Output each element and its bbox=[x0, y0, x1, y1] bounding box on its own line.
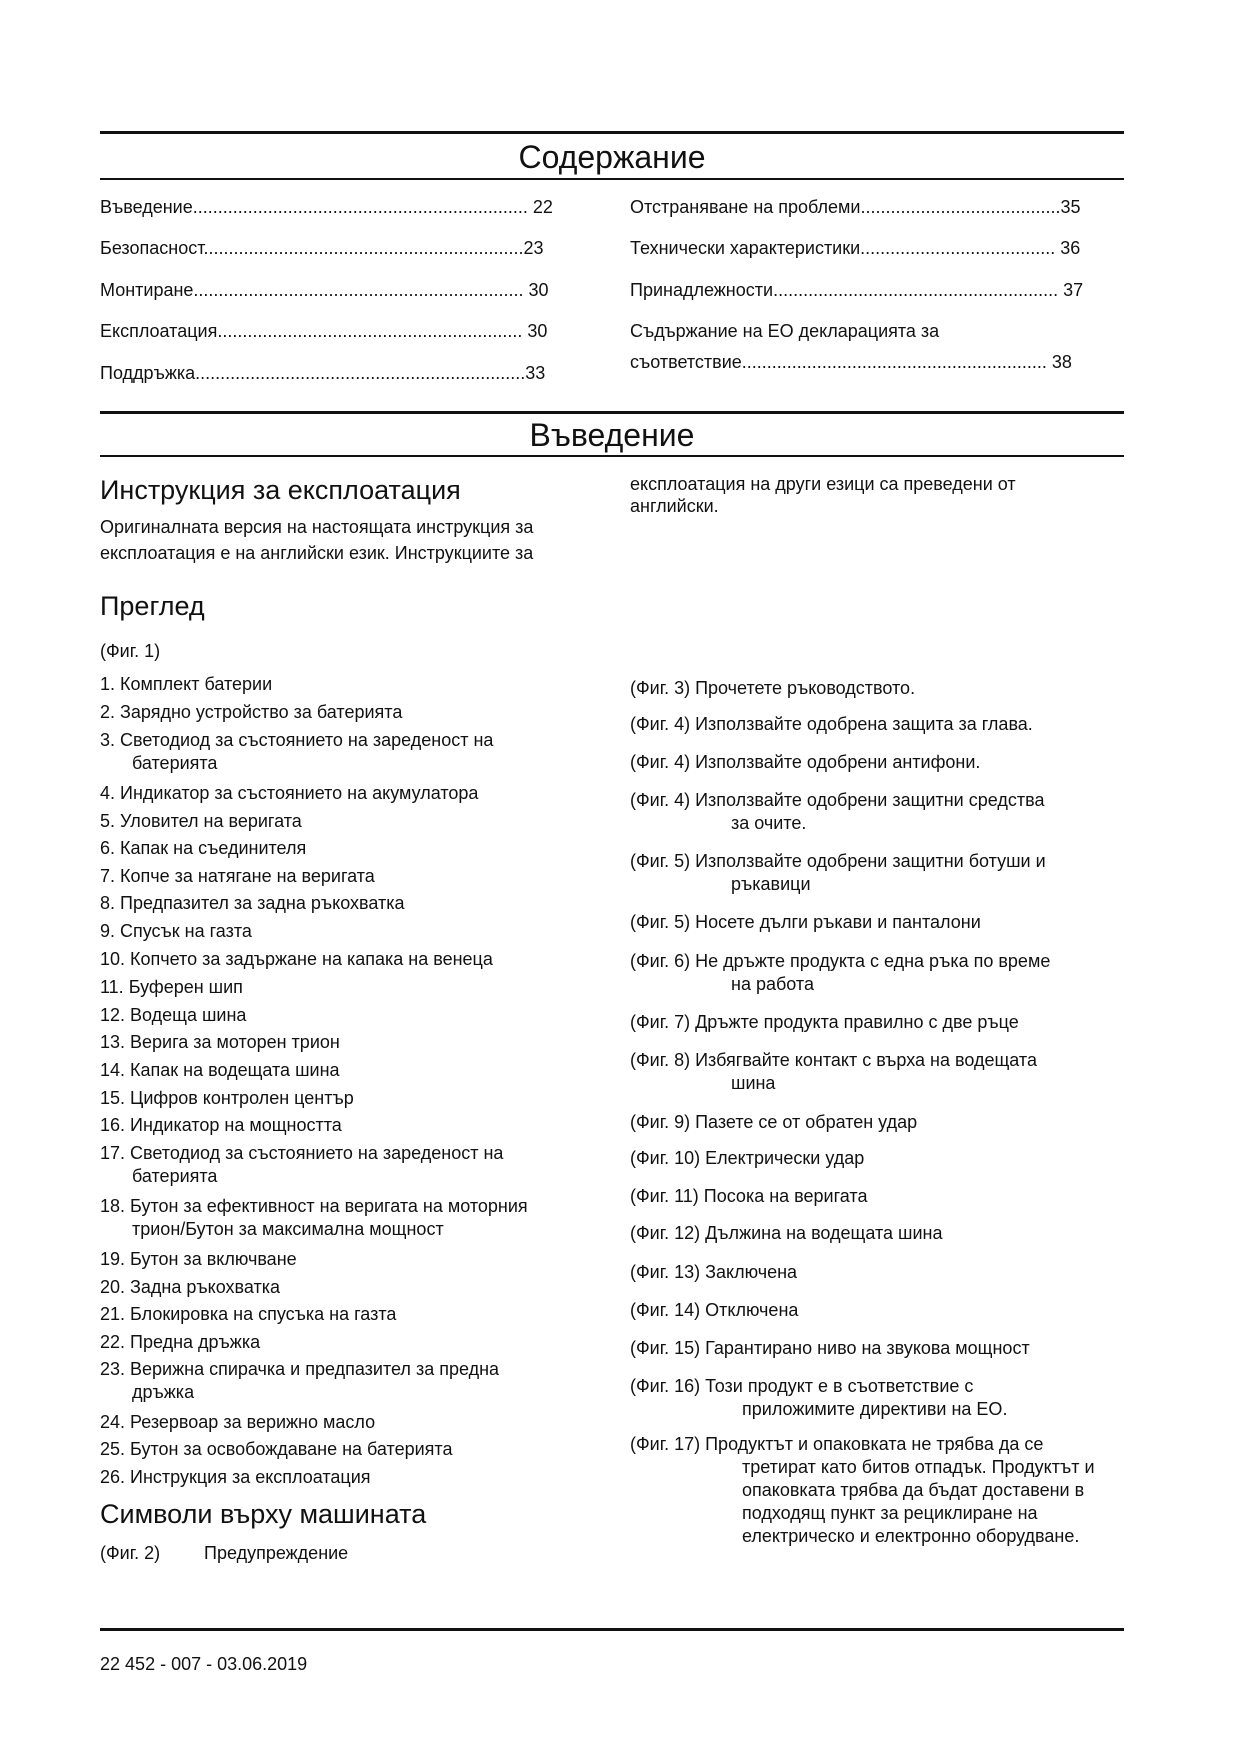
symbol-item-text: (Фиг. 4) Използвайте одобрена защита за глава. bbox=[630, 714, 1033, 734]
parts-list-item bbox=[100, 782, 620, 805]
parts-list-item bbox=[100, 1411, 620, 1434]
parts-list-item bbox=[100, 920, 620, 943]
page-number: 22 bbox=[100, 1654, 121, 1674]
symbol-item-text: (Фиг. 4) Използвайте одобрени антифони. bbox=[630, 752, 981, 772]
intro-bottom-rule bbox=[100, 455, 1124, 457]
parts-list-item bbox=[100, 1331, 620, 1354]
manual-text-line4: английски. bbox=[630, 496, 719, 516]
parts-item-continuation: дръжка bbox=[132, 1382, 195, 1402]
toc-leader-dots: ....................................... bbox=[860, 238, 1056, 258]
parts-list-item bbox=[100, 976, 620, 999]
symbol-list-item bbox=[630, 751, 1130, 774]
toc-leader-dots: ............................................................. bbox=[217, 321, 523, 341]
parts-list-item bbox=[100, 1031, 620, 1054]
parts-item-text: 4. Индикатор за състоянието на акумулатора bbox=[100, 783, 479, 803]
symbol-list-item bbox=[630, 1261, 1130, 1284]
symbol-list-item bbox=[630, 1433, 1130, 1548]
symbol-list-item bbox=[630, 1111, 1130, 1134]
parts-item-text: 11. Буферен шип bbox=[100, 977, 243, 997]
symbol-list-item bbox=[630, 1222, 1130, 1245]
parts-item-text: 21. Блокировка на спусъка на газта bbox=[100, 1304, 397, 1324]
parts-item-text: 26. Инструкция за експлоатация bbox=[100, 1467, 371, 1487]
toc-bottom-rule bbox=[100, 178, 1124, 180]
parts-list-item bbox=[100, 837, 620, 860]
symbol-item-continuation: подходящ пункт за рециклиране на bbox=[742, 1503, 1038, 1523]
symbol-item-continuation: третират като битов отпадък. Продуктът и bbox=[742, 1457, 1095, 1477]
toc-entry-maintenance[interactable] bbox=[100, 362, 545, 384]
toc-entry-declaration[interactable] bbox=[630, 320, 1072, 373]
toc-page-number: 30 bbox=[527, 321, 548, 341]
parts-item-text: 8. Предпазител за задна ръкохватка bbox=[100, 893, 405, 913]
toc-entry-label: Принадлежности bbox=[630, 280, 774, 300]
toc-entry-label: Експлоатация bbox=[100, 321, 218, 341]
symbol-item-text: (Фиг. 16) Този продукт е в съответствие с bbox=[630, 1376, 974, 1396]
footer-rule bbox=[100, 1628, 1124, 1631]
toc-entry-technical-data[interactable] bbox=[630, 237, 1080, 259]
symbol-fig2-text: Предупреждение bbox=[204, 1543, 349, 1563]
symbol-list-item bbox=[630, 1299, 1130, 1322]
parts-list-item bbox=[100, 810, 620, 833]
toc-leader-dots: .................................................................. bbox=[195, 363, 526, 383]
footer bbox=[100, 1654, 307, 1675]
parts-list-item bbox=[100, 1195, 620, 1241]
toc-page-number: 36 bbox=[1060, 238, 1081, 258]
symbols-heading: Символи върху машината bbox=[100, 1499, 427, 1529]
parts-list-item bbox=[100, 1142, 620, 1188]
parts-list-item bbox=[100, 1303, 620, 1326]
parts-item-text: 13. Верига за моторен трион bbox=[100, 1032, 340, 1052]
toc-leader-dots: ........................................ bbox=[860, 197, 1061, 217]
parts-list-item bbox=[100, 1004, 620, 1027]
parts-item-text: 17. Светодиод за състоянието на зареденост на bbox=[100, 1143, 504, 1163]
toc-entry-label: Безопасност bbox=[100, 238, 204, 258]
symbol-item-continuation: приложимите директиви на ЕО. bbox=[742, 1399, 1008, 1419]
symbol-list-item bbox=[630, 1375, 1130, 1421]
symbol-fig2-ref: (Фиг. 2) bbox=[100, 1543, 161, 1563]
symbol-item-text: (Фиг. 11) Посока на веригата bbox=[630, 1186, 868, 1206]
symbol-list-item bbox=[630, 950, 1130, 996]
symbol-item-text: (Фиг. 15) Гарантирано ниво на звукова мощност bbox=[630, 1338, 1030, 1358]
toc-leader-dots: ......................................................... bbox=[773, 280, 1059, 300]
symbol-item-text: (Фиг. 12) Дължина на водещата шина bbox=[630, 1223, 943, 1243]
toc-leader-dots: .................................................................. bbox=[193, 280, 524, 300]
symbol-item-text: (Фиг. 10) Електрически удар bbox=[630, 1148, 865, 1168]
parts-item-text: 22. Предна дръжка bbox=[100, 1332, 261, 1352]
toc-page-number: 33 bbox=[525, 363, 546, 383]
parts-item-text: 9. Спусък на газта bbox=[100, 921, 252, 941]
toc-entry-assembly[interactable] bbox=[100, 279, 549, 301]
parts-item-text: 24. Резервоар за верижно масло bbox=[100, 1412, 376, 1432]
symbol-item-text: (Фиг. 17) Продуктът и опаковката не трябва да се bbox=[630, 1434, 1044, 1454]
toc-entry-label: Отстраняване на проблеми bbox=[630, 197, 861, 217]
toc-entry-label: Технически характеристики bbox=[630, 238, 861, 258]
parts-item-continuation: трион/Бутон за максимална мощност bbox=[132, 1219, 444, 1239]
parts-list-item bbox=[100, 1248, 620, 1271]
symbol-list-item bbox=[630, 789, 1130, 835]
manual-text-line2: експлоатация е на английски език. Инструкциите за bbox=[100, 543, 534, 563]
doc-reference: 452 - 007 - 03.06.2019 bbox=[125, 1654, 308, 1674]
parts-item-continuation: батерията bbox=[132, 1166, 218, 1186]
overview-heading: Преглед bbox=[100, 591, 205, 621]
toc-page-number: 35 bbox=[1060, 197, 1081, 217]
parts-item-text: 7. Копче за натягане на веригата bbox=[100, 866, 375, 886]
symbol-list-item bbox=[630, 713, 1130, 736]
manual-text-line1: Оригиналната версия на настоящата инструкция за bbox=[100, 517, 534, 537]
toc-page-number: 37 bbox=[1063, 280, 1084, 300]
parts-item-text: 5. Уловител на веригата bbox=[100, 811, 302, 831]
parts-item-text: 10. Копчето за задържане на капака на венеца bbox=[100, 949, 493, 969]
toc-title: Содержание bbox=[518, 139, 706, 175]
parts-list-item bbox=[100, 701, 620, 724]
overview-fig-ref: (Фиг. 1) bbox=[100, 641, 161, 661]
symbol-item-text: (Фиг. 3) Прочетете ръководството. bbox=[630, 678, 916, 698]
parts-list-item bbox=[100, 1059, 620, 1082]
toc-entry-introduction[interactable] bbox=[100, 196, 553, 218]
toc-page-number: 22 bbox=[532, 197, 553, 217]
toc-page-number: 38 bbox=[1051, 352, 1072, 372]
symbol-list-item bbox=[630, 677, 1130, 700]
parts-list-item bbox=[100, 1114, 620, 1137]
toc-leader-dots: ............................................................. bbox=[741, 352, 1047, 372]
toc-entry-label: Въведение bbox=[100, 197, 193, 217]
parts-item-text: 16. Индикатор на мощността bbox=[100, 1115, 342, 1135]
intro-top-rule bbox=[100, 411, 1124, 414]
parts-list-item bbox=[100, 1466, 620, 1489]
symbol-item-text: (Фиг. 5) Използвайте одобрени защитни ботуши и bbox=[630, 851, 1046, 871]
symbol-item-continuation: за очите. bbox=[731, 813, 807, 833]
parts-item-text: 25. Бутон за освобождаване на батерията bbox=[100, 1439, 453, 1459]
symbol-item-continuation: електрическо и електронно оборудване. bbox=[742, 1526, 1080, 1546]
parts-list-item bbox=[100, 865, 620, 888]
toc-entry-troubleshooting[interactable] bbox=[630, 196, 1081, 218]
symbol-item-continuation: ръкавици bbox=[731, 874, 811, 894]
parts-item-text: 19. Бутон за включване bbox=[100, 1249, 297, 1269]
symbol-list-item bbox=[630, 1147, 1130, 1170]
symbol-item-text: (Фиг. 4) Използвайте одобрени защитни средства bbox=[630, 790, 1045, 810]
parts-list-item bbox=[100, 1087, 620, 1110]
parts-item-text: 23. Верижна спирачка и предпазител за предна bbox=[100, 1359, 500, 1379]
symbol-item-text: (Фиг. 14) Отключена bbox=[630, 1300, 799, 1320]
symbol-item-text: (Фиг. 7) Дръжте продукта правилно с две ръце bbox=[630, 1012, 1019, 1032]
manual-text-line3: експлоатация на други езици са преведени от bbox=[630, 474, 1016, 494]
toc-entry-operation[interactable] bbox=[100, 320, 547, 342]
parts-list-item bbox=[100, 1438, 620, 1461]
toc-top-rule bbox=[100, 131, 1124, 134]
intro-title: Въведение bbox=[529, 417, 695, 453]
symbol-list-item bbox=[630, 911, 1130, 934]
parts-item-text: 15. Цифров контролен център bbox=[100, 1088, 354, 1108]
parts-list-item bbox=[100, 1276, 620, 1299]
parts-list-item bbox=[100, 673, 620, 696]
symbol-item-continuation: шина bbox=[731, 1073, 776, 1093]
symbol-list-item bbox=[630, 1011, 1130, 1034]
symbol-item-text: (Фиг. 5) Носете дълги ръкави и панталони bbox=[630, 912, 981, 932]
toc-page-number: 30 bbox=[528, 280, 549, 300]
parts-item-text: 18. Бутон за ефективност на веригата на моторния bbox=[100, 1196, 528, 1216]
parts-list-item bbox=[100, 948, 620, 971]
manual-heading: Инструкция за експлоатация bbox=[100, 475, 461, 505]
toc-entry-safety[interactable] bbox=[100, 237, 544, 259]
symbol-item-text: (Фиг. 9) Пазете се от обратен удар bbox=[630, 1112, 918, 1132]
parts-list-item bbox=[100, 1358, 620, 1404]
toc-leader-dots: ................................................................... bbox=[192, 197, 528, 217]
parts-item-continuation: батерията bbox=[132, 753, 218, 773]
symbol-list-item bbox=[630, 1185, 1130, 1208]
toc-entry-label-line1: Съдържание на ЕО декларацията за bbox=[630, 321, 940, 341]
parts-item-text: 2. Зарядно устройство за батерията bbox=[100, 702, 403, 722]
parts-item-text: 20. Задна ръкохватка bbox=[100, 1277, 281, 1297]
toc-entry-accessories[interactable] bbox=[630, 279, 1083, 301]
parts-item-text: 6. Капак на съединителя bbox=[100, 838, 307, 858]
parts-list-item bbox=[100, 892, 620, 915]
parts-item-text: 14. Капак на водещата шина bbox=[100, 1060, 340, 1080]
symbol-item-continuation: опаковката трябва да бъдат доставени в bbox=[742, 1480, 1085, 1500]
symbol-item-text: (Фиг. 13) Заключена bbox=[630, 1262, 798, 1282]
symbol-list-item bbox=[630, 1337, 1130, 1360]
toc-entry-label: съответствие bbox=[630, 352, 742, 372]
parts-item-text: 12. Водеща шина bbox=[100, 1005, 247, 1025]
parts-item-text: 1. Комплект батерии bbox=[100, 674, 273, 694]
symbol-item-text: (Фиг. 8) Избягвайте контакт с върха на водещата bbox=[630, 1050, 1037, 1070]
toc-leader-dots: ................................................................ bbox=[203, 238, 524, 258]
parts-list-item bbox=[100, 729, 620, 775]
symbol-list-item bbox=[630, 850, 1130, 896]
symbol-item-continuation: на работа bbox=[731, 974, 814, 994]
toc-entry-label: Монтиране bbox=[100, 280, 194, 300]
parts-item-text: 3. Светодиод за състоянието на зареденост на bbox=[100, 730, 494, 750]
toc-page-number: 23 bbox=[523, 238, 544, 258]
toc-entry-label: Поддръжка bbox=[100, 363, 196, 383]
symbol-item-text: (Фиг. 6) Не дръжте продукта с една ръка по време bbox=[630, 951, 1051, 971]
symbol-list-item bbox=[630, 1049, 1130, 1095]
